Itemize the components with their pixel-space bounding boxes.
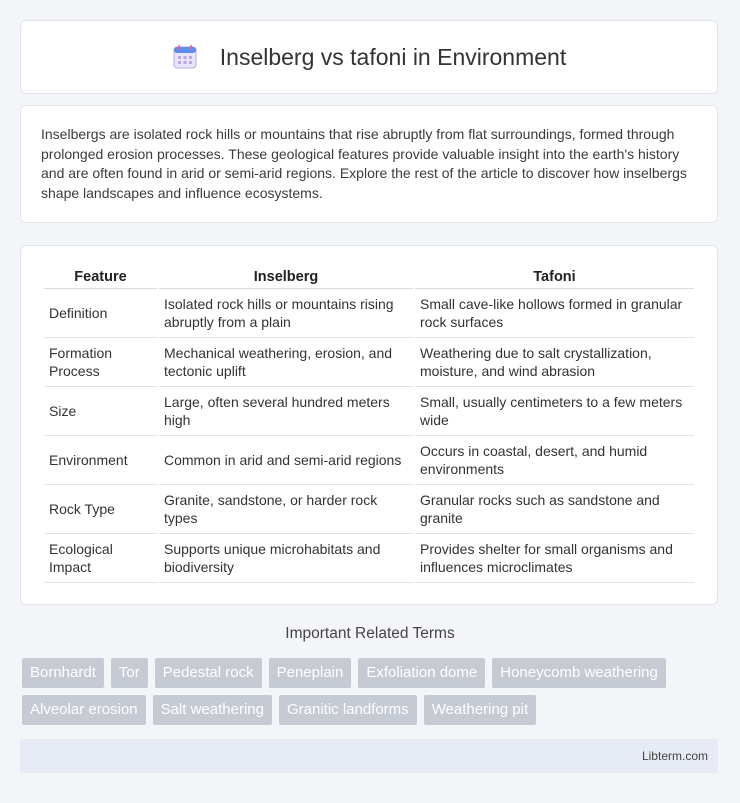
calendar-icon	[172, 44, 198, 70]
feature-cell: Formation Process	[44, 338, 157, 387]
inselberg-cell: Supports unique microhabitats and biodiversity	[159, 534, 413, 583]
feature-cell: Rock Type	[44, 485, 157, 534]
header-card	[20, 20, 718, 94]
related-term-tag[interactable]: Tor	[111, 658, 148, 688]
table-row	[44, 289, 694, 338]
table-row	[44, 387, 694, 436]
column-header-inselberg: Inselberg	[159, 266, 413, 289]
related-terms-title: Important Related Terms	[285, 625, 455, 642]
tafoni-cell: Granular rocks such as sandstone and granite	[415, 485, 694, 534]
table-row	[44, 485, 694, 534]
related-terms-list	[22, 658, 722, 732]
intro-text: Inselbergs are isolated rock hills or mountains that rise abruptly from flat surroundings, formed through prolonged erosion processes. These geological features provide valuable insight into the earth's history and are often found in arid or semi-arid regions. Explore the rest of the article to discover how inselbergs shape landscapes and influence ecosystems.	[41, 126, 687, 201]
tafoni-cell: Weathering due to salt crystallization, moisture, and wind abrasion	[415, 338, 694, 387]
comparison-table	[42, 266, 696, 583]
inselberg-cell: Granite, sandstone, or harder rock types	[159, 485, 413, 534]
tafoni-cell: Small cave-like hollows formed in granular rock surfaces	[415, 289, 694, 338]
tafoni-cell: Small, usually centimeters to a few meters wide	[415, 387, 694, 436]
column-header-tafoni: Tafoni	[415, 266, 694, 289]
inselberg-cell: Mechanical weathering, erosion, and tectonic uplift	[159, 338, 413, 387]
intro-card	[20, 105, 718, 223]
table-row	[44, 338, 694, 387]
feature-cell: Environment	[44, 436, 157, 485]
related-term-tag[interactable]: Honeycomb weathering	[492, 658, 666, 688]
tafoni-cell: Occurs in coastal, desert, and humid environments	[415, 436, 694, 485]
feature-cell: Ecological Impact	[44, 534, 157, 583]
related-term-tag[interactable]: Peneplain	[269, 658, 352, 688]
feature-cell: Size	[44, 387, 157, 436]
column-header-feature: Feature	[44, 266, 157, 289]
related-term-tag[interactable]: Alveolar erosion	[22, 695, 146, 725]
footer	[20, 739, 718, 773]
related-term-tag[interactable]: Bornhardt	[22, 658, 104, 688]
table-header-row	[44, 266, 694, 289]
related-term-tag[interactable]: Salt weathering	[153, 695, 272, 725]
page-title: Inselberg vs tafoni in Environment	[219, 43, 567, 70]
table-row	[44, 534, 694, 583]
related-term-tag[interactable]: Exfoliation dome	[358, 658, 485, 688]
inselberg-cell: Isolated rock hills or mountains rising abruptly from a plain	[159, 289, 413, 338]
related-term-tag[interactable]: Pedestal rock	[155, 658, 262, 688]
related-term-tag[interactable]: Granitic landforms	[279, 695, 417, 725]
tafoni-cell: Provides shelter for small organisms and influences microclimates	[415, 534, 694, 583]
feature-cell: Definition	[44, 289, 157, 338]
related-term-tag[interactable]: Weathering pit	[424, 695, 536, 725]
comparison-card	[20, 245, 718, 605]
inselberg-cell: Large, often several hundred meters high	[159, 387, 413, 436]
table-row	[44, 436, 694, 485]
footer-site-link[interactable]: Libterm.com	[641, 749, 708, 763]
inselberg-cell: Common in arid and semi-arid regions	[159, 436, 413, 485]
